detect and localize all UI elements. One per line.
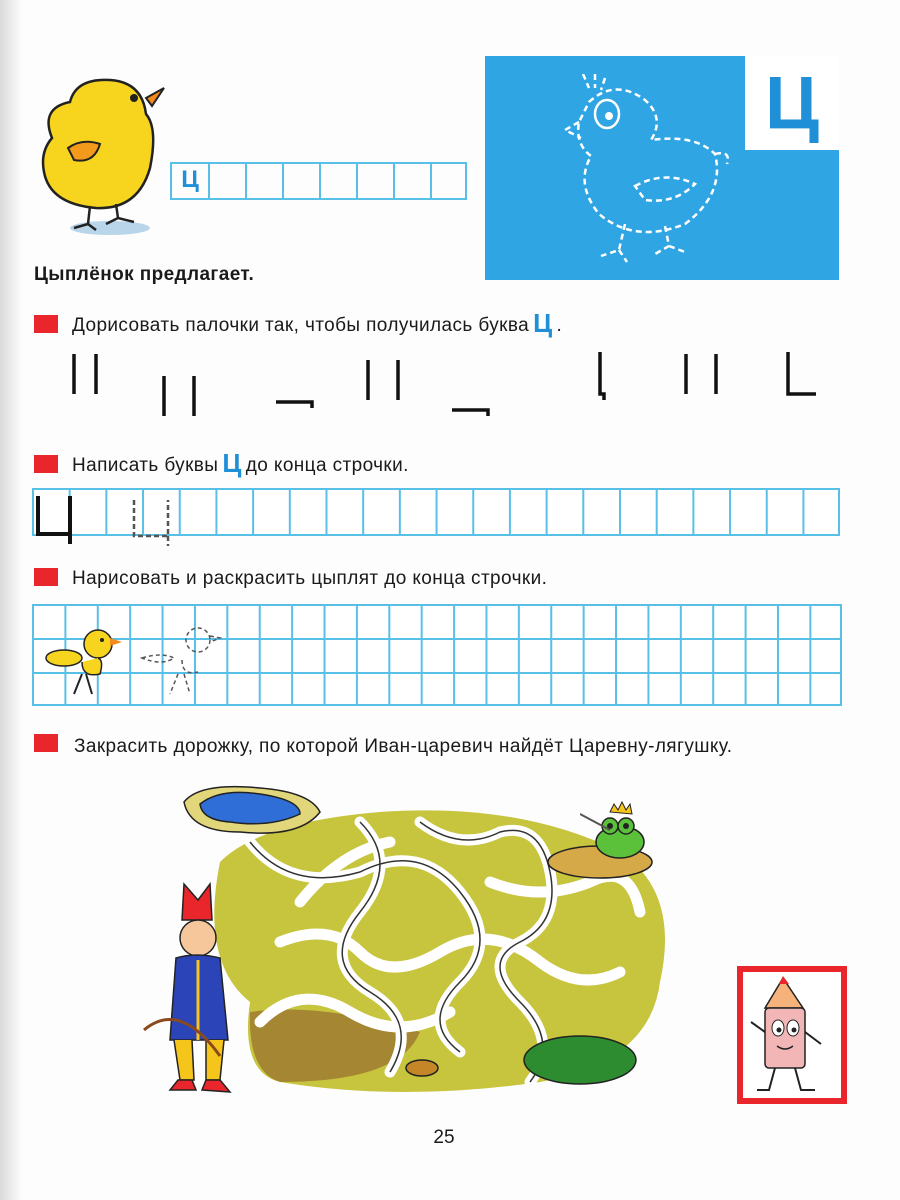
chick-icon xyxy=(30,68,170,244)
task-4-text: Закрасить дорожку, по которой Иван-царевич найдёт Царевну-лягушку. xyxy=(74,736,733,757)
task-3 xyxy=(34,566,547,592)
pencil-frame xyxy=(737,966,847,1104)
task-bullet xyxy=(34,734,58,752)
strip-cell[interactable] xyxy=(356,162,393,200)
task-1 xyxy=(34,310,562,339)
strip-cell[interactable] xyxy=(393,162,430,200)
task-bullet xyxy=(34,455,58,473)
task-text: Нарисовать и раскрасить цыплят до конца строчки. xyxy=(72,568,548,589)
strip-cell[interactable] xyxy=(208,162,245,200)
task-bullet xyxy=(34,568,58,586)
task-text: Написать буквы xyxy=(72,455,219,476)
task-2 xyxy=(34,450,409,479)
letter-card xyxy=(485,56,839,280)
pencil-mascot-icon xyxy=(743,972,841,1098)
sample-letters xyxy=(32,490,192,550)
frog-princess-icon xyxy=(580,800,660,870)
card-letter: Ц xyxy=(745,56,839,150)
letter-strip xyxy=(170,162,467,200)
strip-cell[interactable] xyxy=(430,162,467,200)
stick-exercise[interactable] xyxy=(60,342,840,422)
strip-cell[interactable] xyxy=(245,162,282,200)
strip-cell[interactable] xyxy=(319,162,356,200)
strip-cell[interactable] xyxy=(282,162,319,200)
task-text-end: . xyxy=(556,315,563,336)
page-heading: Цыплёнок предлагает. xyxy=(34,264,255,285)
task-4 xyxy=(34,732,72,758)
page-edge-shadow xyxy=(0,0,22,1200)
sample-chicks xyxy=(42,624,222,700)
page-number: 25 xyxy=(433,1127,455,1148)
chick-outline-icon xyxy=(555,74,735,274)
task-letter: Ц xyxy=(533,308,553,338)
task-letter: Ц xyxy=(222,448,242,478)
task-bullet xyxy=(34,315,58,333)
prince-icon xyxy=(140,880,250,1108)
task-text: Дорисовать палочки так, чтобы получилась буква xyxy=(72,315,530,336)
task-text-end: до конца строчки. xyxy=(245,455,409,476)
strip-letter: Ц xyxy=(170,162,208,200)
